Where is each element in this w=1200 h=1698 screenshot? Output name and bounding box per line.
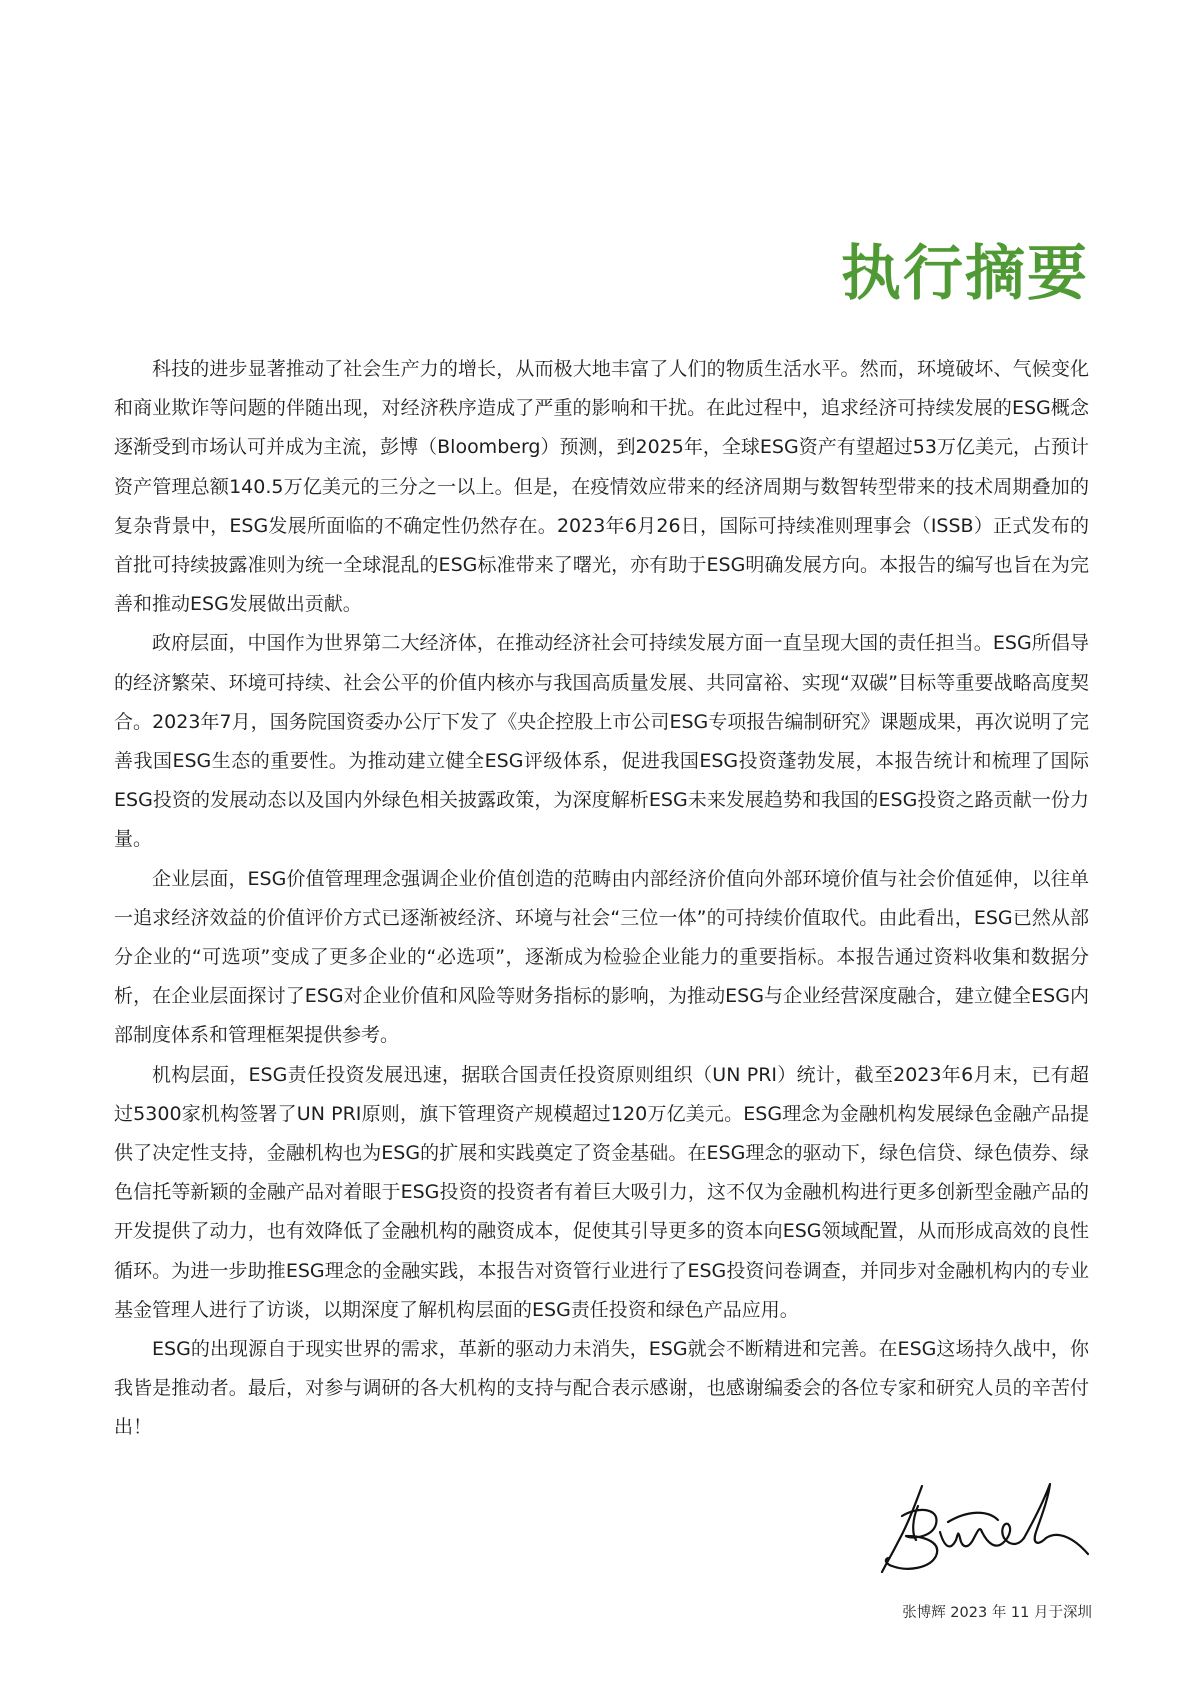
paragraph-institution: 机构层面，ESG责任投资发展迅速，据联合国责任投资原则组织（UN PRI）统计，截至2023年6月末，已有超过5300家机构签署了UN PRI原则，旗下管理资产规模超过120万亿美元。ESG理念为金融机构发展绿色金融产品提供了决定性支持，金融机构也为ESG的扩展和实践奠定了资金基础。在ESG理念的驱动下，绿色信贷、绿色债券、绿色信托等新颖的金融产品对着眼于ESG投资的投资者有着巨大吸引力，这不仅为金融机构进行更多创新型金融产品的开发提供了动力，也有效降低了金融机构的融资成本，促使其引导更多的资本向ESG领域配置，从而形成高效的良性循环。为进一步助推ESG理念的金融实践，本报告对资管行业进行了ESG投资问卷调查，并同步对金融机构内的专业基金管理人进行了访谈，以期深度了解机构层面的ESG责任投资和绿色产品应用。	[114, 1063, 1089, 1321]
paragraph-enterprise: 企业层面，ESG价值管理理念强调企业价值创造的范畴由内部经济价值向外部环境价值与社会价值延伸，以往单一追求经济效益的价值评价方式已逐渐被经济、环境与社会“三位一体”的可持续价值取代。由此看出，ESG已然从部分企业的“可选项”变成了更多企业的“必选项”，逐渐成为检验企业能力的重要指标。本报告通过资料收集和数据分析，在企业层面探讨了ESG对企业价值和风险等财务指标的影响，为推动ESG与企业经营深度融合，建立健全ESG内部制度体系和管理框架提供参考。	[114, 867, 1089, 1047]
paragraph-conclusion: ESG的出现源自于现实世界的需求，革新的驱动力未消失，ESG就会不断精进和完善。在ESG这场持久战中，你我皆是推动者。最后，对参与调研的各大机构的支持与配合表示感谢，也感谢编委会的各位专家和研究人员的辛苦付出！	[114, 1338, 1089, 1439]
page-title: 执行摘要	[841, 239, 1089, 309]
paragraph-government: 政府层面，中国作为世界第二大经济体，在推动经济社会可持续发展方面一直呈现大国的责任担当。ESG所倡导的经济繁荣、环境可持续、社会公平的价值内核亦与我国高质量发展、共同富裕、实现“双碳”目标等重要战略高度契合。2023年7月，国务院国资委办公厅下发了《央企控股上市公司ESG专项报告编制研究》课题成果，再次说明了完善我国ESG生态的重要性。为推动建立健全ESG评级体系，促进我国ESG投资蓬勃发展，本报告统计和梳理了国际ESG投资的发展动态以及国内外绿色相关披露政策，为深度解析ESG未来发展趋势和我国的ESG投资之路贡献一份力量。	[114, 632, 1089, 851]
paragraph-intro: 科技的进步显著推动了社会生产力的增长，从而极大地丰富了人们的物质生活水平。然而，环境破坏、气候变化和商业欺诈等问题的伴随出现，对经济秩序造成了严重的影响和干扰。在此过程中，追求经济可持续发展的ESG概念逐渐受到市场认可并成为主流，彭博（Bloomberg）预测，到2025年，全球ESG资产有望超过53万亿美元，占预计资产管理总额140.5万亿美元的三分之一以上。但是，在疫情效应带来的经济周期与数智转型带来的技术周期叠加的复杂背景中，ESG发展所面临的不确定性仍然存在。2023年6月26日，国际可持续准则理事会（ISSB）正式发布的首批可持续披露准则为统一全球混乱的ESG标准带来了曙光，亦有助于ESG明确发展方向。本报告的编写也旨在为完善和推动ESG发展做出贡献。	[114, 358, 1089, 616]
signature-line: 张博辉 2023 年 11 月于深圳	[902, 1605, 1092, 1621]
body-text	[114, 350, 1089, 1448]
handwritten-signature	[878, 1480, 1094, 1586]
